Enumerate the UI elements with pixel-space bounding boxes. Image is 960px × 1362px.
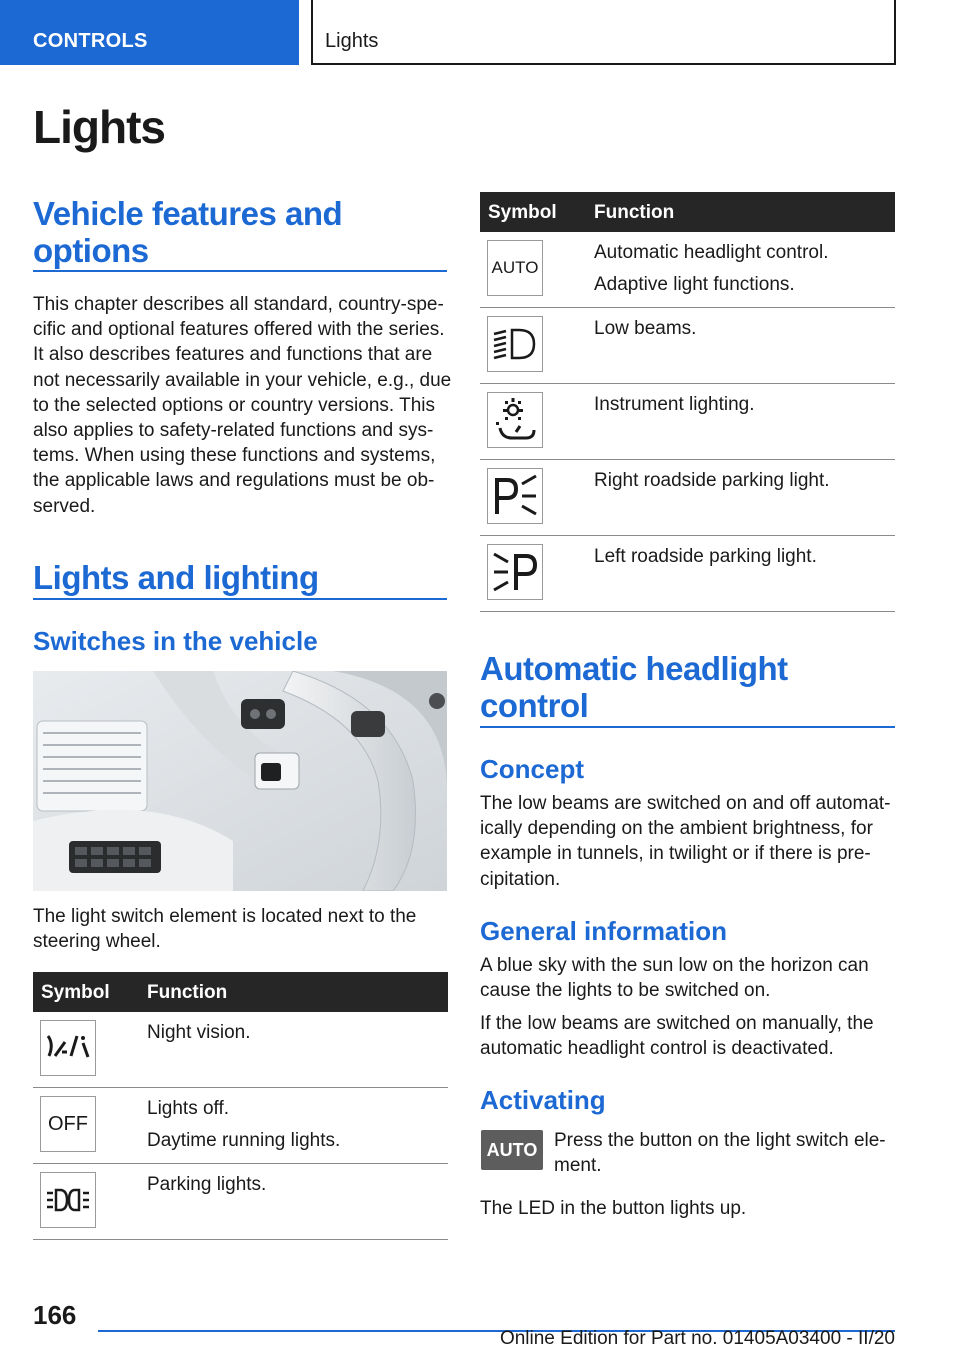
topic-tab [311,0,896,65]
function-text: Lights off. Daytime running lights. [147,1098,341,1151]
table-row [480,232,895,308]
vehicle-features-text: This chapter describes all standard, country-spe‐ cific and optional features offered with the series. It also describes features and functions that are not necessarily available in your vehicle, e.g., due to the selected options or country versions. This also applies to safety-related functions and sys‐ tems. When using these functions and systems, the applicable laws and regulations must be ob‐ served. [33,294,452,517]
concept-heading: Concept [480,754,584,784]
function-text: Instrument lighting. [594,394,755,415]
table-header [33,972,448,1012]
table-row [480,308,895,384]
auto-button-illustration: AUTO [481,1130,543,1170]
auto-icon: AUTO [487,240,543,296]
table-row [480,536,895,612]
function-text: Parking lights. [147,1174,267,1195]
table-row [480,384,895,460]
heading-rule [33,598,447,600]
table-row [33,1012,448,1088]
activating-result: The LED in the button lights up. [480,1198,747,1219]
general-info-text-2: If the low beams are switched on manually, the automatic headlight control is deactivated. [480,1013,874,1060]
topic-label: Lights [325,30,379,52]
function-text: Night vision. [147,1022,251,1043]
table-header [480,192,895,232]
auto-headlight-heading: Automatic headlight control [480,650,788,724]
vehicle-features-heading: Vehicle features and options [33,195,343,269]
lights-and-lighting-heading: Lights and lighting [33,559,319,596]
symbols-table-right [480,192,895,612]
edition-text: Online Edition for Part no. 01405A03400 - II/20 [499,1328,895,1349]
dashboard-drawing [33,671,447,891]
off-icon: OFF [40,1096,96,1152]
switch-caption: The light switch element is located next to the steering wheel. [33,906,417,953]
table-row [33,1164,448,1240]
left-parking-light-icon [487,544,543,600]
heading-rule [480,726,895,728]
instrument-lighting-icon [487,392,543,448]
col-function: Function [594,202,675,223]
function-text: Left roadside parking light. [594,546,817,567]
col-symbol: Symbol [488,202,557,223]
light-switch-illustration [33,671,447,891]
function-text: Low beams. [594,318,697,339]
parking-lights-icon [40,1172,96,1228]
page-title: Lights [33,101,165,153]
concept-text: The low beams are switched on and off automat‐ ically depending on the ambient brightness, for example in tunnels, in twilight or if there is pre‐ cipitation. [480,793,891,890]
section-tab [0,0,299,65]
table-row [480,460,895,536]
function-text: Right roadside parking light. [594,470,830,491]
switches-heading: Switches in the vehicle [33,626,318,656]
activating-heading: Activating [480,1085,606,1115]
heading-rule [33,270,447,272]
right-parking-light-icon [487,468,543,524]
general-info-heading: General information [480,916,728,946]
low-beams-icon [487,316,543,372]
col-symbol: Symbol [41,982,110,1003]
col-function: Function [147,982,228,1003]
page-number: 166 [33,1300,77,1330]
table-row [33,1088,448,1164]
night-vision-icon [40,1020,96,1076]
section-label: CONTROLS [33,30,148,52]
general-info-text-1: A blue sky with the sun low on the horizon can cause the lights to be switched on. [480,955,869,1002]
symbols-table-left [33,972,448,1240]
function-text: Automatic headlight control. Adaptive light functions. [594,242,829,295]
activating-instruction: Press the button on the light switch ele‐ ment. [554,1130,886,1177]
